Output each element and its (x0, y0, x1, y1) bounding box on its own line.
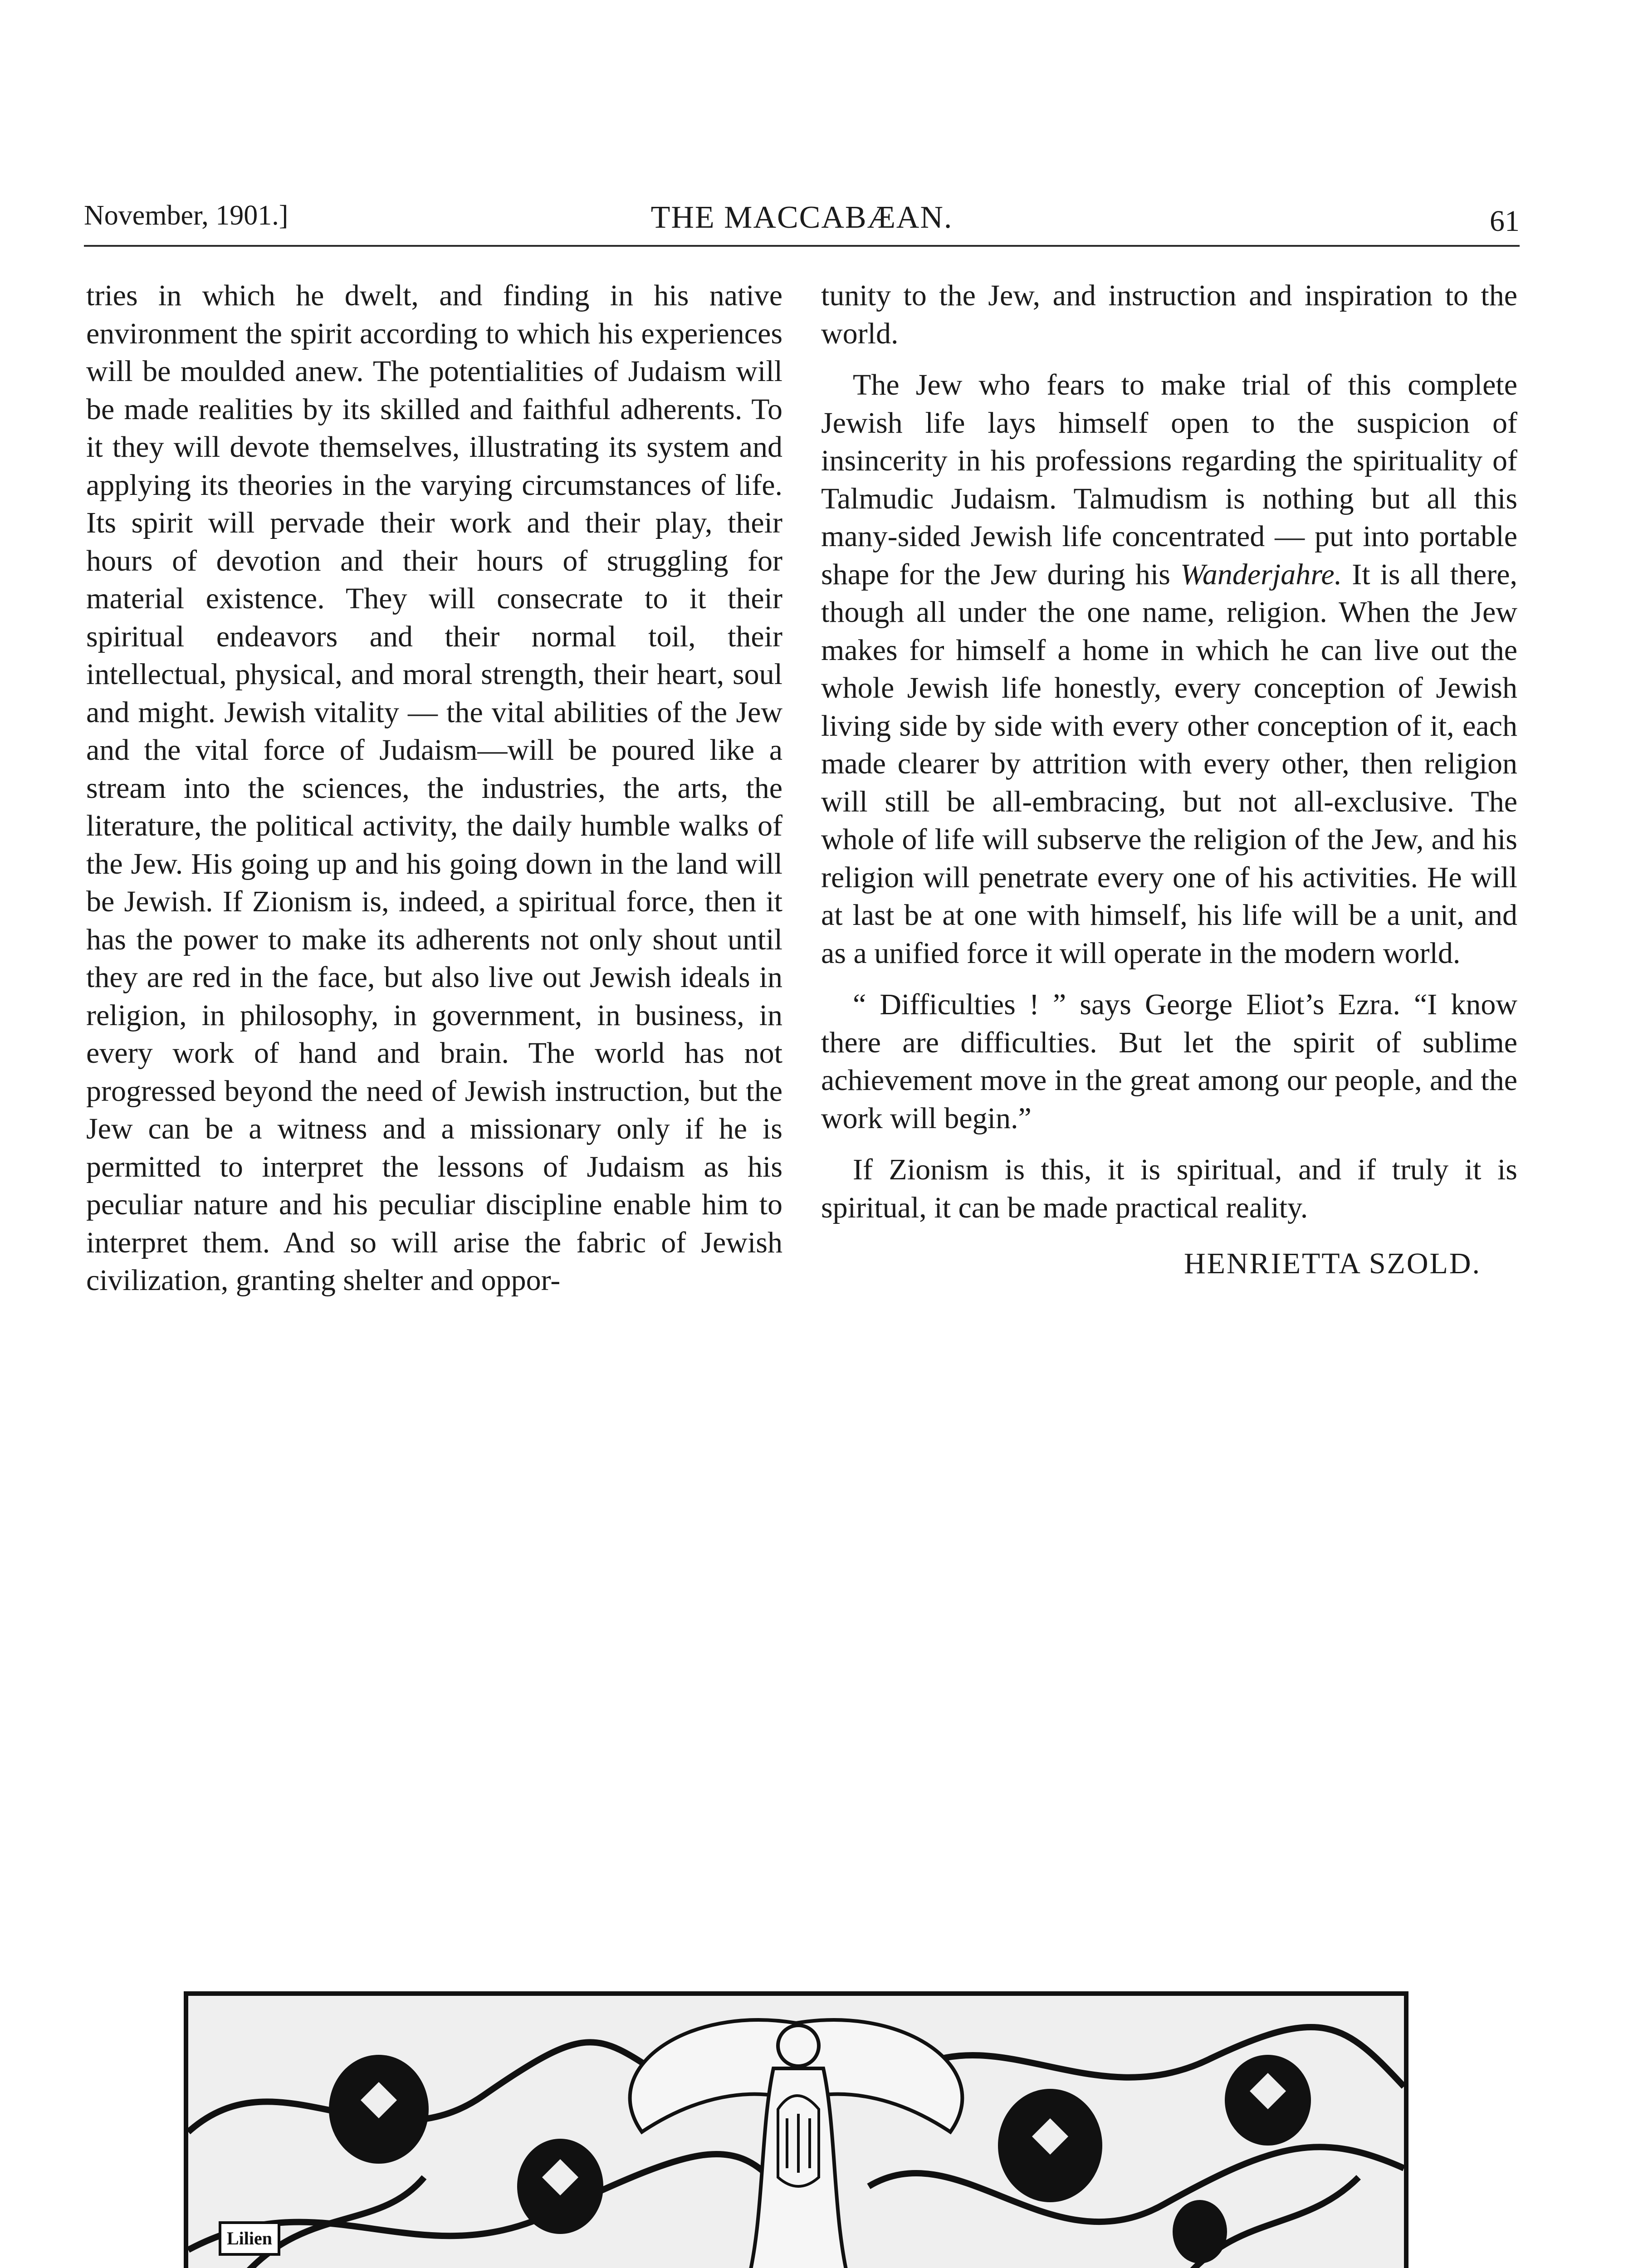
author-signature: HENRIETTA SZOLD. (1184, 1247, 1481, 1280)
left-column (86, 277, 782, 1300)
decorative-woodcut-banner (184, 1991, 1408, 2268)
issue-date: November, 1901.] (84, 200, 289, 231)
paragraph-continuation: tunity to the Jew, and instruction and inspiration to the world. (821, 279, 1517, 350)
paragraph-quote: “ Difficulties ! ” says George Eliot’s Ezra. “I know there are difficulties. But let the spirit of sublime achievement move in the great among our people, and the work will begin.” (821, 988, 1517, 1135)
right-column (821, 277, 1517, 1283)
artist-signature: Lilien (226, 2228, 273, 2248)
paragraph-talmudism-end: It is all there, though all under the one name, religion. When the Jew makes for himself a home in which he can live out the whole Jewish life honestly, every conception of Jewish living side by side with every other conception of it, each made clearer by attrition with every other, then religion will still be all-embracing, but not all-exclusive. The whole of life will subserve the religion of the Jew, and his religion will penetrate every one of his activities. He will at last be at one with himself, his life will be a unit, and as a unified force it will operate in the modern world. (821, 557, 1517, 970)
running-header (84, 191, 1520, 236)
wanderjahre-term: Wanderjahre. (1180, 557, 1342, 591)
ornament-artwork (188, 1996, 1404, 2268)
page-number: 61 (1490, 205, 1520, 238)
paragraph-conclusion: If Zionism is this, it is spiritual, and if truly it is spiritual, it can be made practical reality. (821, 1153, 1517, 1224)
header-rule (84, 245, 1520, 247)
paragraph-talmudism-start: The Jew who fears to make trial of this complete Jewish life lays himself open to the suspicion of insincerity in his professions regarding the spirituality of Talmudic Judaism. Talmudism is nothing but all this many-sided Jewish life concentrated — put into portable shape for the Jew during his (821, 368, 1517, 591)
left-column-text: tries in which he dwelt, and finding in his native environment the spirit according to which his experiences will be moulded anew. The potentialities of Judaism will be made realities by its skilled and faithful adherents. To it they will devote themselves, illustrating its system and applying its theories in the varying circumstances of life. Its spirit will pervade their work and their play, their hours of devotion and their hours of struggling for material existence. They will consecrate to it their spiritual endeavors and their normal toil, their intellectual, physical, and moral strength, their heart, soul and might. Jewish vitality — the vital abilities of the Jew and the vital force of Judaism—will be poured like a stream into the sciences, the industries, the arts, the literature, the political activity, the daily humble walks of the Jew. His going up and his going down in the land will be Jewish. If Zionism is, indeed, a spiritual force, then it has the power to make its adherents not only shout until they are red in the face, but also live out Jewish ideals in religion, in philosophy, in government, in business, in every work of hand and brain. The world has not progressed beyond the need of Jewish instruction, but the Jew can be a witness and a missionary only if he is permitted to interpret the lessons of Judaism as his peculiar nature and his peculiar discipline enable him to interpret them. And so will arise the fabric of Jewish civilization, granting shelter and oppor- (86, 279, 782, 1297)
paragraph-talmudism (821, 366, 1517, 972)
journal-title: THE MACCABÆAN. (650, 200, 953, 235)
